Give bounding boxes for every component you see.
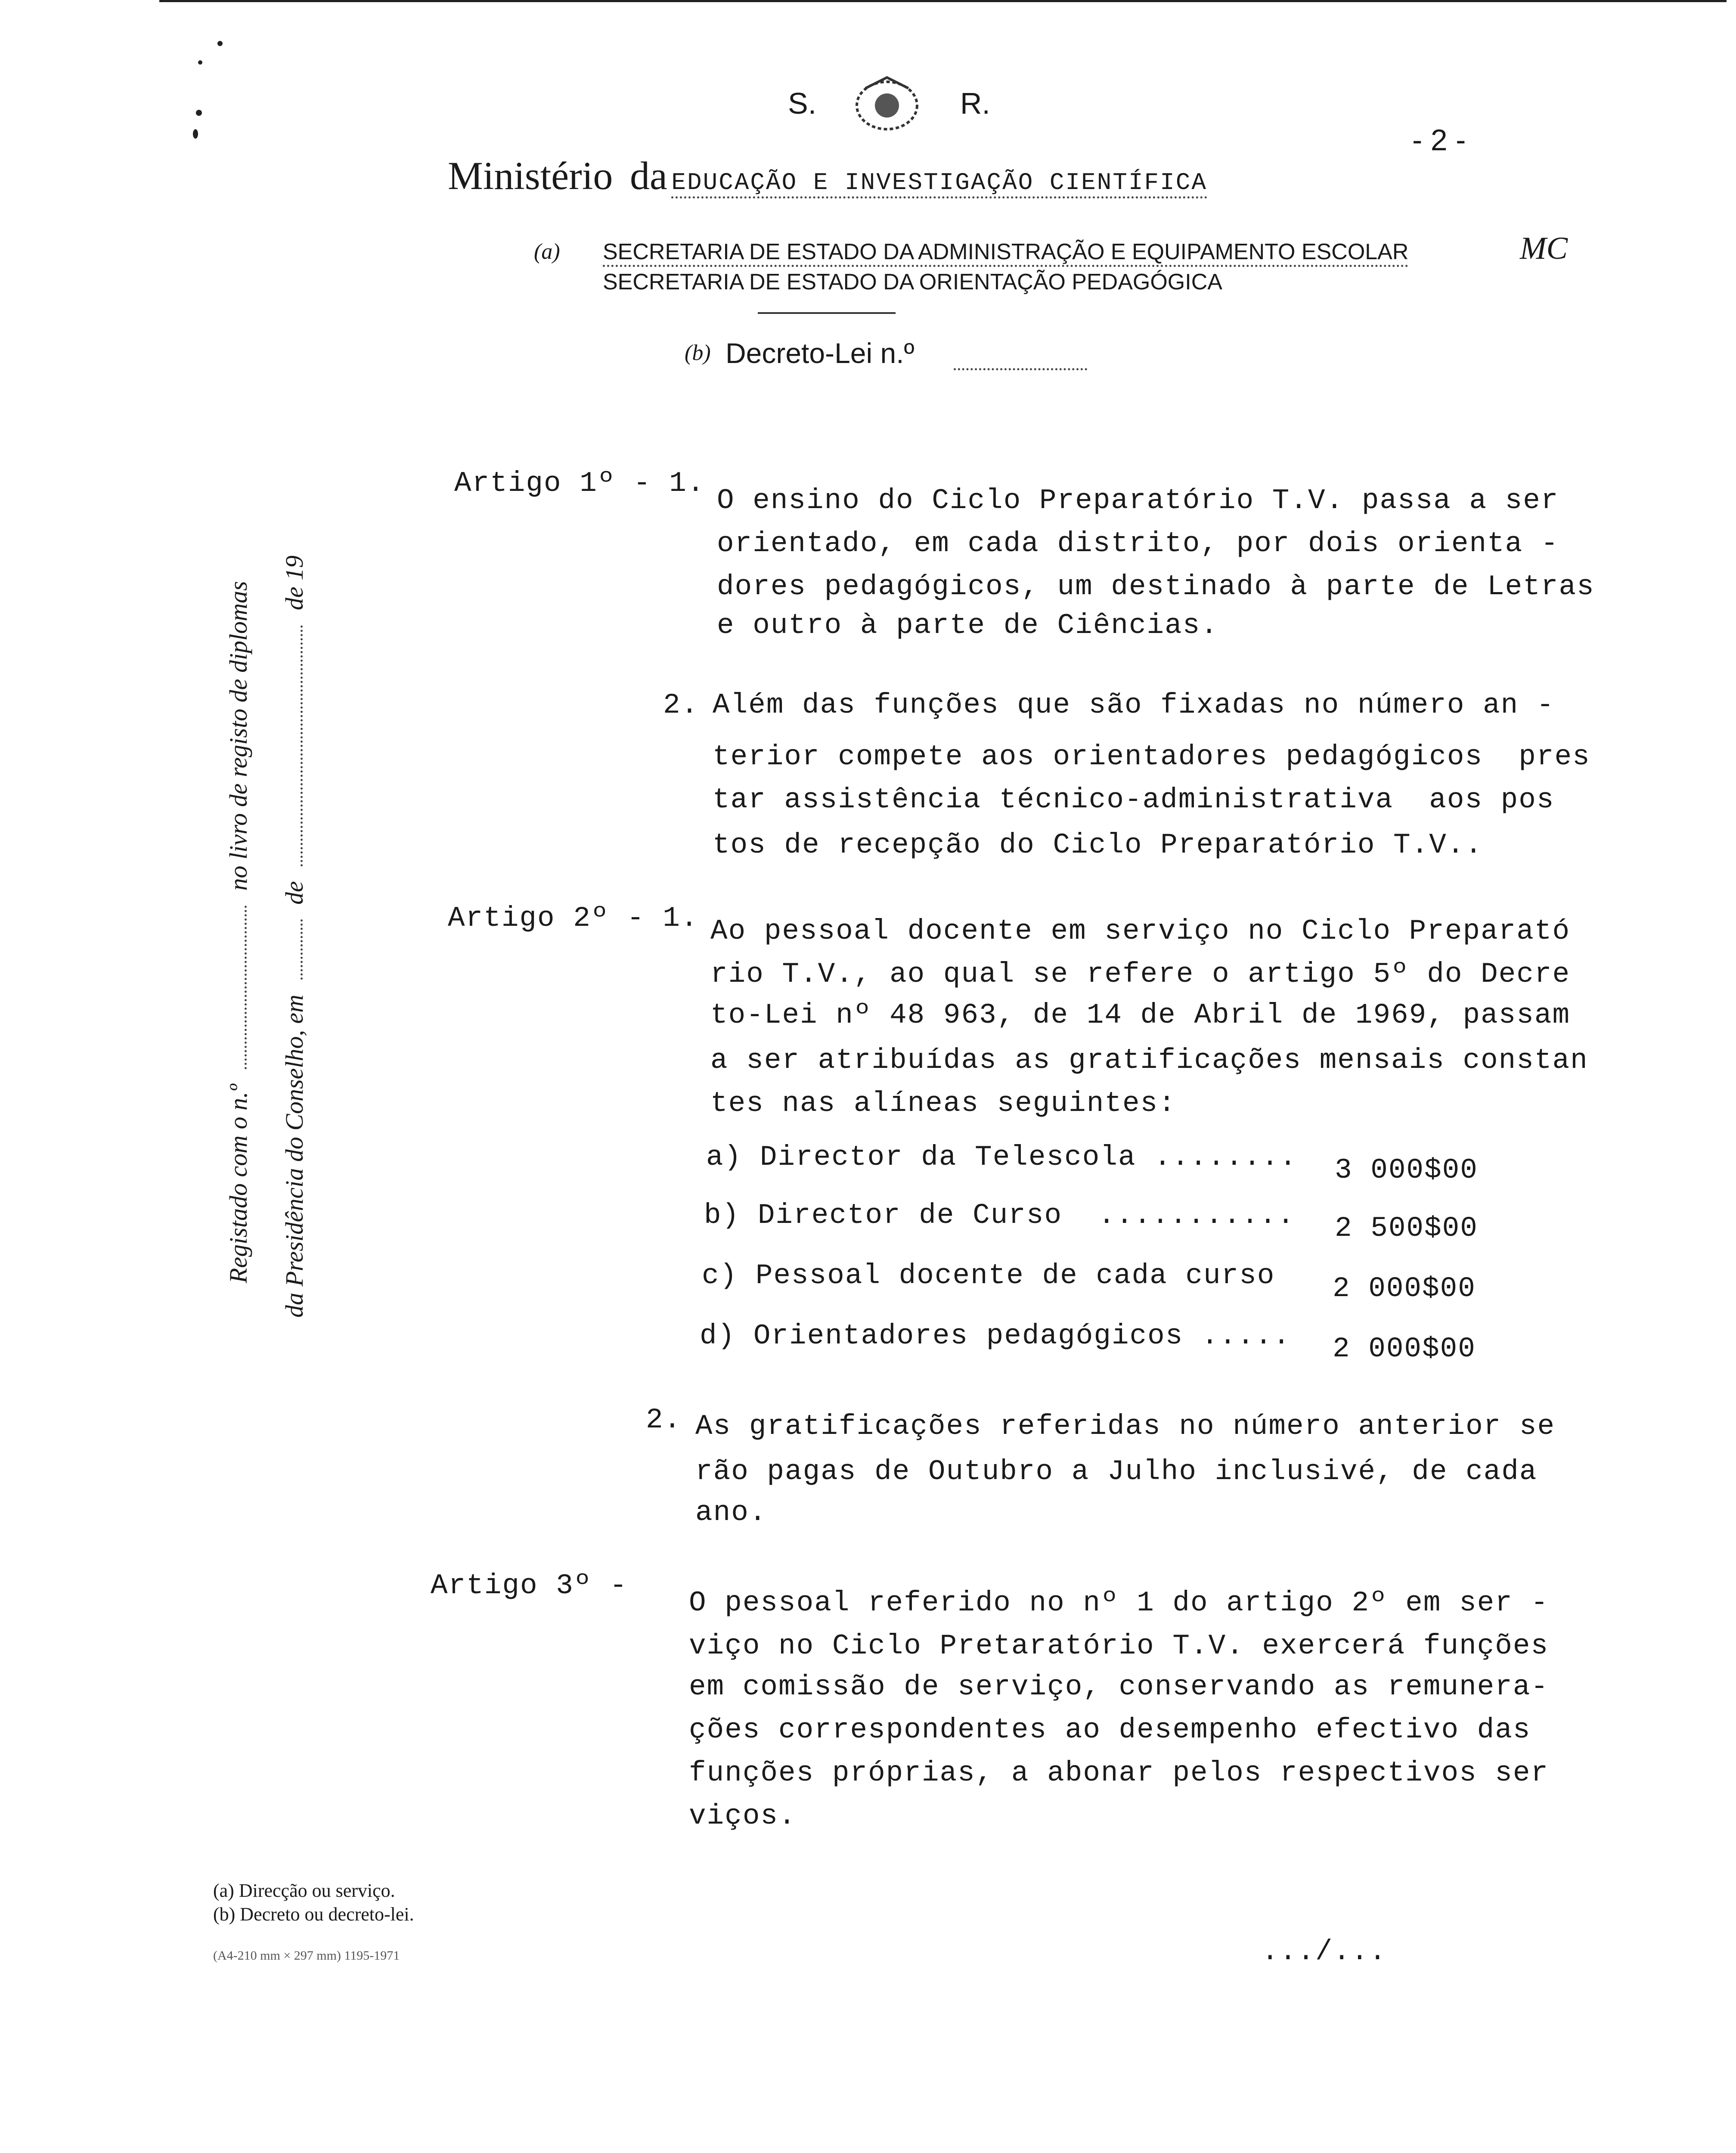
a2-p1-line: rio T.V., ao qual se refere o artigo 5º do Decre: [710, 958, 1571, 990]
decreto-label: Decreto-Lei n.º: [725, 337, 914, 369]
a1-n2-label: 2.: [663, 689, 699, 721]
a3-label: Artigo 3º -: [431, 1570, 628, 1602]
footnote-a: (a) Direcção ou serviço.: [213, 1880, 395, 1901]
a3-p1-line: em comissão de serviço, conservando as remunera-: [689, 1671, 1549, 1703]
ministry-name: EDUCAÇÃO E INVESTIGAÇÃO CIENTÍFICA: [671, 169, 1207, 199]
margin-dots: [301, 919, 303, 980]
a2-item-value: 2 000$00: [1333, 1333, 1476, 1365]
a3-p1-line: funções próprias, a abonar pelos respectivos ser: [689, 1757, 1549, 1789]
a1-label: Artigo 1º - 1.: [454, 467, 705, 499]
a2-p1-line: a ser atribuídas as gratificações mensais constan: [710, 1044, 1588, 1076]
speck: [196, 110, 202, 116]
speck: [198, 60, 202, 65]
margin-line-1: [224, 581, 253, 1283]
margin-presidencia: da Presidência do Conselho, em: [280, 994, 308, 1318]
speck: [217, 41, 223, 46]
a2-n2-label: 2.: [646, 1404, 682, 1436]
a2-item-label: b) Director de Curso ...........: [704, 1199, 1296, 1232]
a2-item-value: 3 000$00: [1335, 1154, 1478, 1186]
margin-registado: Registado com o n.º: [224, 1084, 252, 1283]
decreto-dotted-line: [954, 368, 1087, 370]
print-reference: (A4-210 mm × 297 mm) 1195-1971: [213, 1948, 400, 1963]
a2-p2-line: ano.: [695, 1496, 767, 1529]
marker-a: (a): [534, 239, 560, 264]
footnote-b: (b) Decreto ou decreto-lei.: [213, 1904, 414, 1925]
margin-dots: [301, 625, 303, 866]
margin-dots: [245, 906, 247, 1069]
a1-p1-line: dores pedagógicos, um destinado à parte de Letras: [717, 571, 1595, 603]
a1-p1-line: orientado, em cada distrito, por dois orienta -: [717, 527, 1559, 560]
ministry-prefix: Ministério: [448, 154, 613, 198]
margin-livro: no livro de registo de diplomas: [224, 581, 252, 891]
a1-p2-line: tar assistência técnico-administrativa aos pos: [713, 784, 1555, 816]
initials: MC: [1520, 231, 1568, 266]
a3-p1-line: ções correspondentes ao desempenho efectivo das: [689, 1714, 1531, 1746]
margin-de19: de 19: [280, 555, 308, 611]
ministry-da: da: [629, 154, 667, 198]
header-s: S.: [788, 87, 817, 120]
a1-p2-line: terior compete aos orientadores pedagógicos pres: [713, 741, 1590, 773]
margin-line-2: [280, 555, 309, 1318]
ministry-line: [448, 153, 1207, 199]
secretaria-2: SECRETARIA DE ESTADO DA ORIENTAÇÃO PEDAGÓGICA: [603, 270, 1222, 295]
a2-item-value: 2 500$00: [1335, 1212, 1478, 1244]
divider: [758, 312, 896, 314]
a2-p1-line: Ao pessoal docente em serviço no Ciclo Preparató: [710, 915, 1571, 947]
a1-p2-line: Além das funções que são fixadas no número an -: [713, 689, 1555, 721]
a3-p1-line: viço no Ciclo Pretaratório T.V. exercerá funções: [689, 1630, 1549, 1662]
coat-of-arms-icon: [840, 71, 934, 136]
a2-p2-line: As gratificações referidas no número anterior se: [695, 1410, 1556, 1443]
header-r: R.: [960, 87, 990, 120]
a2-item-label: a) Director da Telescola ........: [706, 1141, 1298, 1173]
a3-p1-line: O pessoal referido no nº 1 do artigo 2º em ser -: [689, 1587, 1549, 1619]
secretaria-1: SECRETARIA DE ESTADO DA ADMINISTRAÇÃO E EQUIPAMENTO ESCOLAR: [603, 239, 1408, 267]
top-border: [159, 0, 1727, 2]
a1-p2-line: tos de recepção do Ciclo Preparatório T.V..: [713, 829, 1483, 861]
a2-item-label: d) Orientadores pedagógicos .....: [700, 1320, 1291, 1352]
a2-item-label: c) Pessoal docente de cada curso: [702, 1260, 1275, 1292]
a2-p1-line: tes nas alíneas seguintes:: [710, 1087, 1176, 1120]
a3-p1-line: viços.: [689, 1800, 797, 1832]
a2-item-value: 2 000$00: [1333, 1272, 1476, 1305]
page-number: - 2 -: [1412, 123, 1466, 157]
a1-p1-line: e outro à parte de Ciências.: [717, 609, 1218, 642]
a2-p1-line: to-Lei nº 48 963, de 14 de Abril de 1969, passam: [710, 999, 1571, 1031]
marker-b: (b): [685, 341, 711, 365]
margin-de: de: [280, 881, 308, 905]
a2-p2-line: rão pagas de Outubro a Julho inclusivé, de cada: [695, 1455, 1538, 1488]
continuation-mark: .../...: [1262, 1936, 1387, 1968]
a1-p1-line: O ensino do Ciclo Preparatório T.V. passa a ser: [717, 484, 1559, 517]
speck: [193, 129, 198, 139]
a2-label: Artigo 2º - 1.: [448, 902, 699, 934]
